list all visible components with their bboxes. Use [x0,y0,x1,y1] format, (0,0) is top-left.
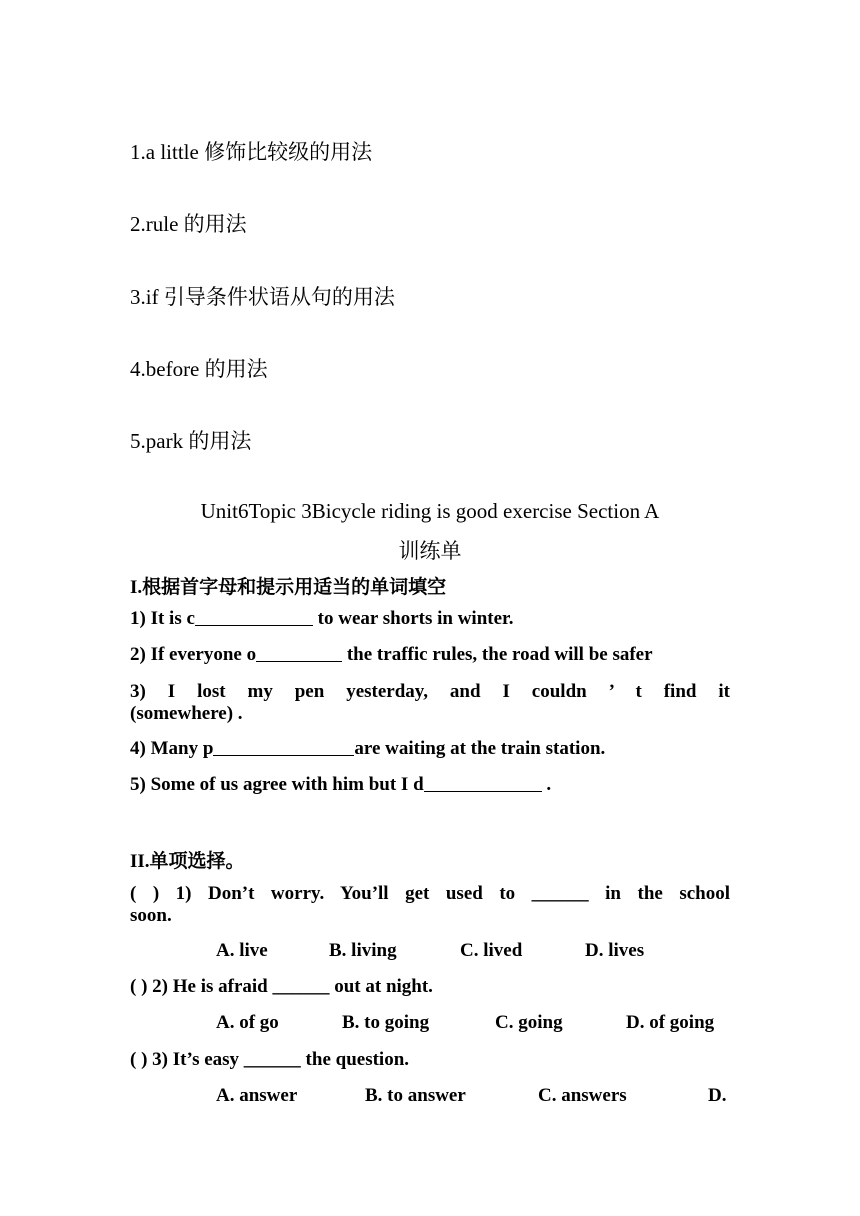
mc2-option-d[interactable]: D. of going [626,1012,715,1033]
choice-question-3: ( ) 3) It’s easy ______ the question. [130,1049,410,1070]
q5-suffix: . [541,774,552,795]
mc3-option-b[interactable]: B. to answer [365,1085,466,1106]
topic-item-2: 2.rule 的用法 [130,212,247,236]
fill-question-5 [130,774,551,796]
q1-prefix: 1) It is c [130,608,195,629]
mc1-stem-line-1: ( ) 1) Don’t worry. You’ll get used to ______ in the school [130,883,730,904]
fill-question-4 [130,738,605,760]
worksheet-subtitle: 训练单 [398,539,462,563]
worksheet-title: Unit6Topic 3Bicycle riding is good exercise Section A [200,499,660,523]
q2-suffix: the traffic rules, the road will be safer [342,644,653,665]
section1-heading: I.根据首字母和提示用适当的单词填空 [130,577,447,598]
q1-suffix: to wear shorts in winter. [312,608,514,629]
mc1-stem-line-2: soon. [130,905,172,926]
q5-answer-blank[interactable] [424,775,542,792]
fill-question-3 [130,681,730,725]
mc1-option-b[interactable]: B. living [329,940,397,961]
choice-question-2: ( ) 2) He is afraid ______ out at night. [130,976,433,997]
topic-item-5: 5.park 的用法 [130,429,252,453]
mc2-option-b[interactable]: B. to going [342,1012,430,1033]
mc3-option-d[interactable]: D. [708,1085,727,1106]
q3-line-2: (somewhere) . [130,703,243,724]
q3-line-1: 3) I lost my pen yesterday, and I couldn ’ t find it [130,681,730,702]
q2-prefix: 2) If everyone o [130,644,257,665]
topic-item-4: 4.before 的用法 [130,357,268,381]
topic-item-1: 1.a little 修饰比较级的用法 [130,140,373,164]
q5-prefix: 5) Some of us agree with him but I d [130,774,424,795]
q1-answer-blank[interactable] [195,609,313,626]
topic-item-3: 3.if 引导条件状语从句的用法 [130,285,395,309]
fill-question-1 [130,608,513,630]
mc3-option-a[interactable]: A. answer [216,1085,298,1106]
mc3-option-c[interactable]: C. answers [538,1085,627,1106]
mc2-option-a[interactable]: A. of go [216,1012,279,1033]
section2-heading: II.单项选择。 [130,851,245,872]
mc1-option-c[interactable]: C. lived [460,940,523,961]
choice-question-1 [130,883,730,927]
q2-answer-blank[interactable] [256,645,342,662]
mc2-option-c[interactable]: C. going [495,1012,563,1033]
fill-question-2 [130,644,653,666]
q4-answer-blank[interactable] [213,739,354,756]
mc1-option-a[interactable]: A. live [216,940,268,961]
q4-prefix: 4) Many p [130,738,214,759]
mc1-option-d[interactable]: D. lives [585,940,645,961]
q4-suffix: are waiting at the train station. [354,738,606,759]
